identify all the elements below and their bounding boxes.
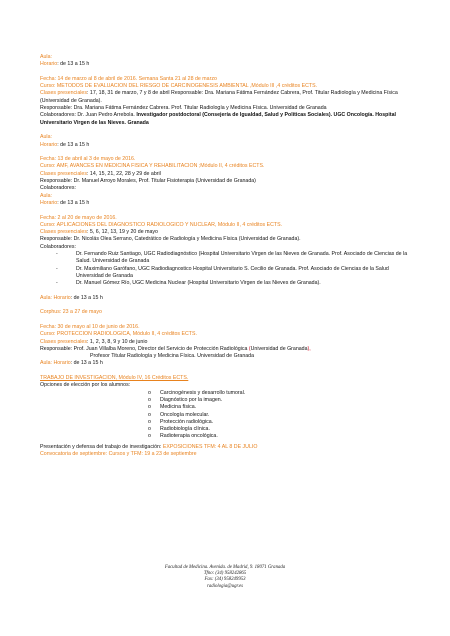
defensa-value: EXPOSICIONES TFM: 4 AL 8 DE JULIO — [162, 443, 258, 450]
footer-phone: Tfno: (34) 958242865 — [203, 571, 247, 577]
footer-address: Facultad de Medicina. Avenida. de Madrid, 9. 18071 Granada — [164, 565, 286, 570]
curso-label: Curso: — [40, 163, 57, 170]
horario-label: Horario — [53, 294, 71, 301]
option-text: Oncología molecular. — [160, 411, 210, 418]
clases-line — [40, 171, 412, 178]
option-item — [40, 397, 412, 404]
course-date: Fecha: 30 de mayo al 10 de junio de 2016. — [40, 323, 140, 330]
curso-label: Curso: — [40, 331, 57, 338]
horario-label: Horario — [53, 360, 71, 367]
responsable-univ: Universidad de Granada — [250, 345, 308, 352]
curso-label: Curso: — [40, 221, 57, 228]
curso-value: PROTECCIÓN RADIOLÓGICA, Módulo II, 4 créditos ECTS. — [56, 331, 197, 338]
course-title — [40, 163, 412, 170]
clases-label: Clases presenciales — [40, 229, 87, 236]
option-item — [40, 433, 412, 440]
clases-label: Clases presenciales — [40, 90, 87, 97]
aula-horario-line — [40, 360, 412, 367]
aula-label: Aula: — [40, 134, 52, 141]
option-text: Medicina física. — [160, 404, 197, 411]
colaborador-text: Dr. Maximiliano Garófano, UGC Radiodiagnostico Hospital Universitario S. Cecilio de Granada. Prof. Asociado de Ciencias de la Salud Universidad de Granada — [76, 265, 389, 279]
curso-value: MÉTODOS DE EVALUACIÓN DEL RIESGO DE CARCINOGÉNESIS AMBIENTAL ,Módulo III ,4 créditos ECTS. — [56, 83, 318, 90]
colaboradores-line: Colaboradores: — [40, 185, 76, 192]
course-title — [40, 331, 412, 338]
colaborador-item — [40, 266, 412, 281]
colaborador-text: Dr. Manuel Gómez Río, UGC Medicina Nuclear (Hospital Universitario Virgen de las Nieves de Granada). — [76, 280, 321, 287]
horario-value: : de 13 a 15 h — [70, 360, 103, 367]
horario-value: : de 13 a 15 h — [57, 199, 90, 206]
colaborador-item — [40, 251, 412, 266]
horario-value: : de 13 a 15 h — [70, 294, 103, 301]
course-block-diagnostico — [40, 215, 412, 303]
option-text: Radioterapia oncológica. — [160, 433, 218, 440]
option-text: Radiobiología clínica. — [160, 426, 210, 433]
option-item — [40, 404, 412, 411]
session-block-aula — [40, 134, 412, 149]
colaboradores-label: Colaboradores: Dr. Juan Pedro Arrebola. — [40, 112, 137, 119]
option-item — [40, 426, 412, 433]
clases-value: : 17, 18, 31 de marzo, 7 y 8 de abril Responsable: Dra. Mariana Fátima Fernández Cabrera, Prof. Titular Radiología y Medicina Física (Universidad de Granada). — [40, 90, 398, 104]
curso-label: Curso: — [40, 83, 57, 90]
paren-open: ( — [248, 345, 251, 352]
horario-line — [40, 200, 412, 207]
responsable-line: Responsable: Dra. Mariana Fátima Fernández Cabrera. Prof. Titular Radiología y Medicina Física. Universidad de Granada — [40, 105, 327, 112]
course-title — [40, 222, 412, 229]
course-title — [40, 83, 412, 90]
footer-email: radiologia@ugr.es — [207, 583, 243, 589]
clases-label: Clases presenciales — [40, 338, 87, 345]
option-item — [40, 419, 412, 426]
responsable-text: Responsable: Prof. Juan Villalba Moreno, Director del Servicio de Protección Radiológica — [40, 345, 249, 352]
option-text: Carcinogénesis y desarrollo tumoral. — [160, 389, 246, 396]
aula-label: Aula: — [40, 294, 52, 301]
option-text: Protección radiológica. — [160, 418, 214, 425]
clases-line — [40, 90, 412, 105]
corphus-block — [40, 309, 412, 316]
option-item — [40, 412, 412, 419]
circle-bullet-icon: o — [148, 426, 151, 433]
aula-label: Aula: — [40, 360, 52, 367]
course-block-amf — [40, 156, 412, 207]
curso-value: AMF, AVANCES EN MEDICINA FÍSICA Y REHABILITACIÓN ;Módulo II, 4 créditos ECTS. — [56, 163, 265, 170]
clases-line — [40, 229, 412, 236]
colaboradores-line: Colaboradores: — [40, 243, 76, 250]
dash-bullet: - — [56, 265, 58, 272]
circle-bullet-icon: o — [148, 404, 151, 411]
responsable-line: Responsable: Dr. Nicolás Olea Serrano, Catedrático de Radiología y Medicina Física (Universidad de Granada). — [40, 236, 301, 243]
horario-value: : de 13 a 15 h — [57, 141, 90, 148]
horario-line — [40, 61, 412, 68]
defensa-line — [40, 444, 412, 451]
colaborador-item — [40, 280, 412, 287]
course-date: Fecha: 13 de abril al 3 de mayo de 2016. — [40, 156, 136, 163]
colaboradores-line — [40, 112, 412, 127]
clases-label: Clases presenciales — [40, 170, 87, 177]
circle-bullet-icon: o — [148, 411, 151, 418]
course-date: Fecha: 14 de marzo al 8 de abril de 2016. Semana Santa 21 al 28 de marzo — [40, 75, 217, 82]
responsable-cont: Profesor Titular Radiología y Medicina Física. Universidad de Granada — [90, 353, 254, 360]
clases-value: : 14, 15, 21, 22, 28 y 29 de abril — [86, 170, 161, 177]
circle-bullet-icon: o — [148, 418, 151, 425]
circle-bullet-icon: o — [148, 389, 151, 396]
convocatoria-line: Convocatoria de septiembre: Cursos y TFM: 19 a 23 de septiembre — [40, 451, 197, 458]
clases-line — [40, 339, 412, 346]
colaborador-text: Dr. Fernando Ruiz Santiago, UGC Radiodiagnóstico (Hospital Universitario Virgen de las Nieves de Granada. Prof. Asociado de Ciencias de la Salud. Universidad de Granada — [76, 251, 408, 265]
paren-close: ), — [307, 345, 311, 352]
clases-value: : 5, 6, 12, 13, 19 y 20 de mayo — [86, 229, 158, 236]
option-item — [40, 390, 412, 397]
course-block-proteccion — [40, 324, 412, 368]
aula-label: Aula: — [40, 54, 52, 60]
course-date: Fecha: 2 al 20 de mayo de 2016. — [40, 214, 117, 221]
horario-value: : de 13 a 15 h — [57, 61, 90, 68]
horario-label: Horario — [40, 199, 58, 206]
aula-label: Aula: — [40, 192, 52, 199]
research-title: TRABAJO DE INVESTIGACIÓN, Módulo IV, 16 Créditos ECTS. — [40, 375, 189, 382]
responsable-line: Responsable: Dr. Manuel Arroyo Morales, Prof. Titular Fisioterapia (Universidad de Granada) — [40, 178, 256, 185]
course-block-carcinogenesis — [40, 76, 412, 127]
horario-line — [40, 142, 412, 149]
option-text: Diagnóstico por la imagen. — [160, 396, 223, 403]
circle-bullet-icon: o — [148, 396, 151, 403]
footer-fax: Fax: (34) 958249953 — [204, 577, 246, 583]
horario-label: Horario — [40, 61, 58, 68]
session-block-intro — [40, 54, 412, 69]
curso-value: APLICACIONES DEL DIAGNÓSTICO RADIOLÓGICO Y NUCLEAR, Módulo II, 4 créditos ECTS. — [56, 221, 283, 228]
research-intro: Opciones de elección por los alumnos: — [40, 382, 131, 389]
clases-value: : 1, 2, 3, 8, 9 y 10 de junio — [86, 338, 148, 345]
defensa-label: Presentación y defensa del trabajo de investigación: — [40, 443, 163, 450]
dash-bullet: - — [56, 251, 58, 258]
colaboradores-value: Investigador postdoctoral (Consejería de Igualdad, Salud y Políticas Sociales). UGC Oncología. Hospital Universitario Virgen de las Nieves. Granada — [40, 112, 396, 126]
corphus-line: Corphus: 23 a 27 de mayo — [40, 309, 102, 316]
document-body — [40, 54, 412, 466]
horario-label: Horario — [40, 141, 58, 148]
research-block — [40, 375, 412, 458]
circle-bullet-icon: o — [148, 433, 151, 440]
dash-bullet: - — [56, 280, 58, 287]
aula-horario-line — [40, 295, 412, 302]
responsable-line — [40, 346, 412, 353]
page-footer — [0, 565, 450, 590]
